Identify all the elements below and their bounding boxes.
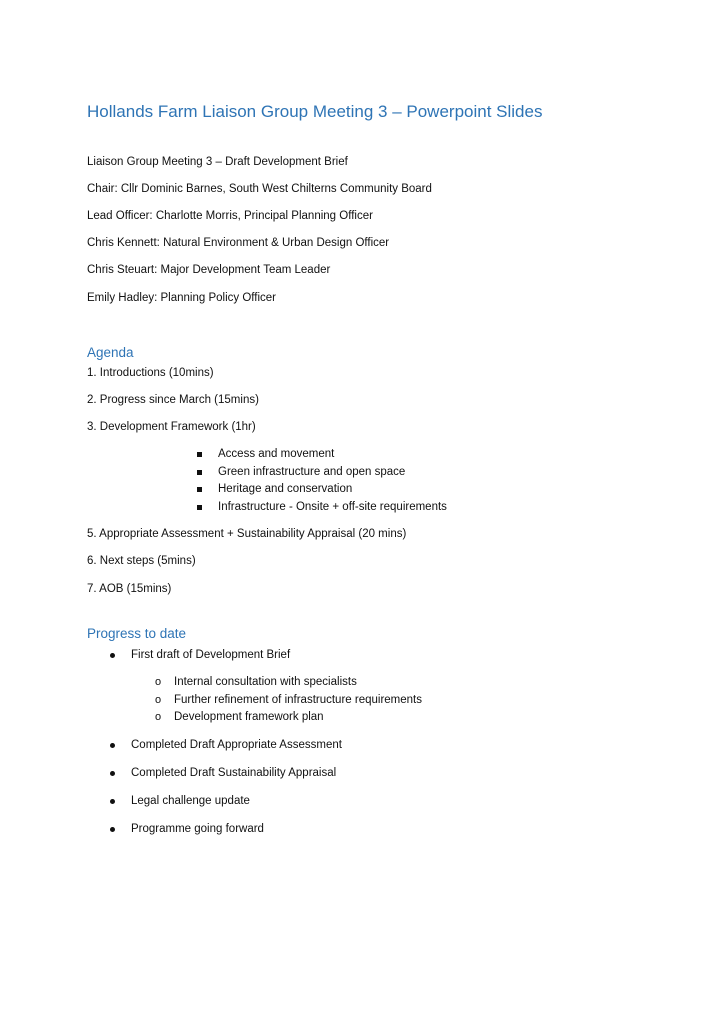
progress-item: First draft of Development Brief — [131, 649, 291, 661]
agenda-item: 3. Development Framework (1hr) — [87, 421, 256, 433]
progress-subitem: Internal consultation with specialists — [174, 676, 357, 688]
progress-subitem: Further refinement of infrastructure requirements — [174, 694, 422, 706]
square-bullet-icon — [197, 487, 202, 492]
agenda-subitem: Heritage and conservation — [218, 483, 353, 495]
agenda-heading: Agenda — [87, 345, 134, 360]
intro-line: Lead Officer: Charlotte Morris, Principal Planning Officer — [87, 210, 373, 222]
circle-bullet-icon: o — [155, 676, 162, 688]
agenda-item: 1. Introductions (10mins) — [87, 367, 214, 379]
agenda-item: 7. AOB (15mins) — [87, 583, 172, 595]
round-bullet-icon — [110, 799, 115, 804]
square-bullet-icon — [197, 452, 202, 457]
agenda-subitem: Access and movement — [218, 448, 335, 460]
round-bullet-icon — [110, 827, 115, 832]
agenda-subitem: Infrastructure - Onsite + off-site requirements — [218, 501, 447, 513]
square-bullet-icon — [197, 505, 202, 510]
progress-item: Legal challenge update — [131, 795, 250, 807]
document-title: Hollands Farm Liaison Group Meeting 3 – Powerpoint Slides — [87, 102, 543, 121]
agenda-item: 2. Progress since March (15mins) — [87, 394, 259, 406]
agenda-item: 5. Appropriate Assessment + Sustainability Appraisal (20 mins) — [87, 528, 407, 540]
circle-bullet-icon: o — [155, 694, 162, 706]
progress-heading: Progress to date — [87, 626, 187, 641]
circle-bullet-icon: o — [155, 711, 162, 723]
progress-subitem: Development framework plan — [174, 711, 324, 723]
intro-line: Liaison Group Meeting 3 – Draft Development Brief — [87, 156, 348, 168]
round-bullet-icon — [110, 771, 115, 776]
intro-line: Chris Steuart: Major Development Team Leader — [87, 264, 331, 276]
intro-line: Emily Hadley: Planning Policy Officer — [87, 292, 276, 304]
square-bullet-icon — [197, 470, 202, 475]
agenda-subitem: Green infrastructure and open space — [218, 466, 406, 478]
intro-line: Chair: Cllr Dominic Barnes, South West Chilterns Community Board — [87, 183, 432, 195]
round-bullet-icon — [110, 653, 115, 658]
agenda-item: 6. Next steps (5mins) — [87, 555, 196, 567]
progress-item: Completed Draft Appropriate Assessment — [131, 739, 342, 751]
round-bullet-icon — [110, 743, 115, 748]
progress-item: Programme going forward — [131, 823, 264, 835]
progress-item: Completed Draft Sustainability Appraisal — [131, 767, 337, 779]
intro-line: Chris Kennett: Natural Environment & Urban Design Officer — [87, 237, 390, 249]
